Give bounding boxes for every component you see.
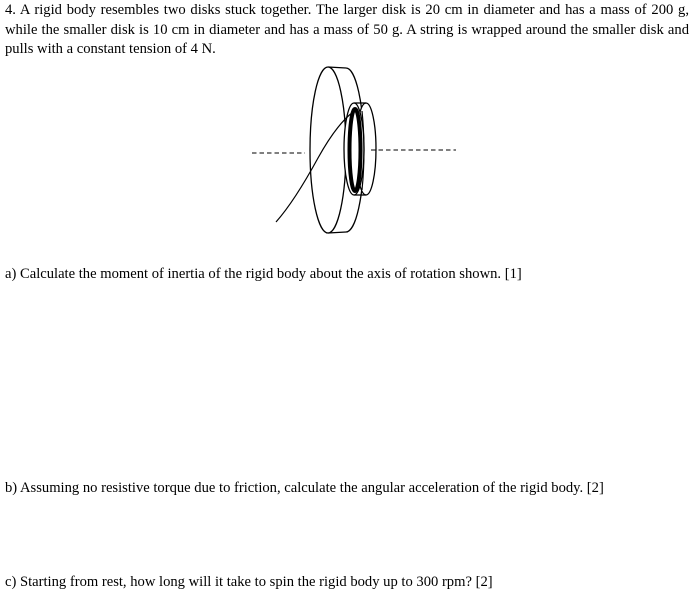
question-c: c) Starting from rest, how long will it take to spin the rigid body up to 300 rpm? [2]	[5, 574, 493, 590]
question-b: b) Assuming no resistive torque due to friction, calculate the angular acceleration of the rigid body. [2]	[5, 480, 604, 496]
problem-statement: 4. A rigid body resembles two disks stuck together. The larger disk is 20 cm in diameter and has a mass of 200 g, while the smaller disk is 10 cm in diameter and has a mass of 50 g. A string is wrapped around the smaller disk and pulls with a constant tension of 4 N.	[5, 2, 689, 57]
question-a: a) Calculate the moment of inertia of the rigid body about the axis of rotation shown. [1]	[5, 266, 522, 282]
two-disks-diagram	[250, 62, 460, 238]
large-disk-front-face	[310, 67, 346, 233]
